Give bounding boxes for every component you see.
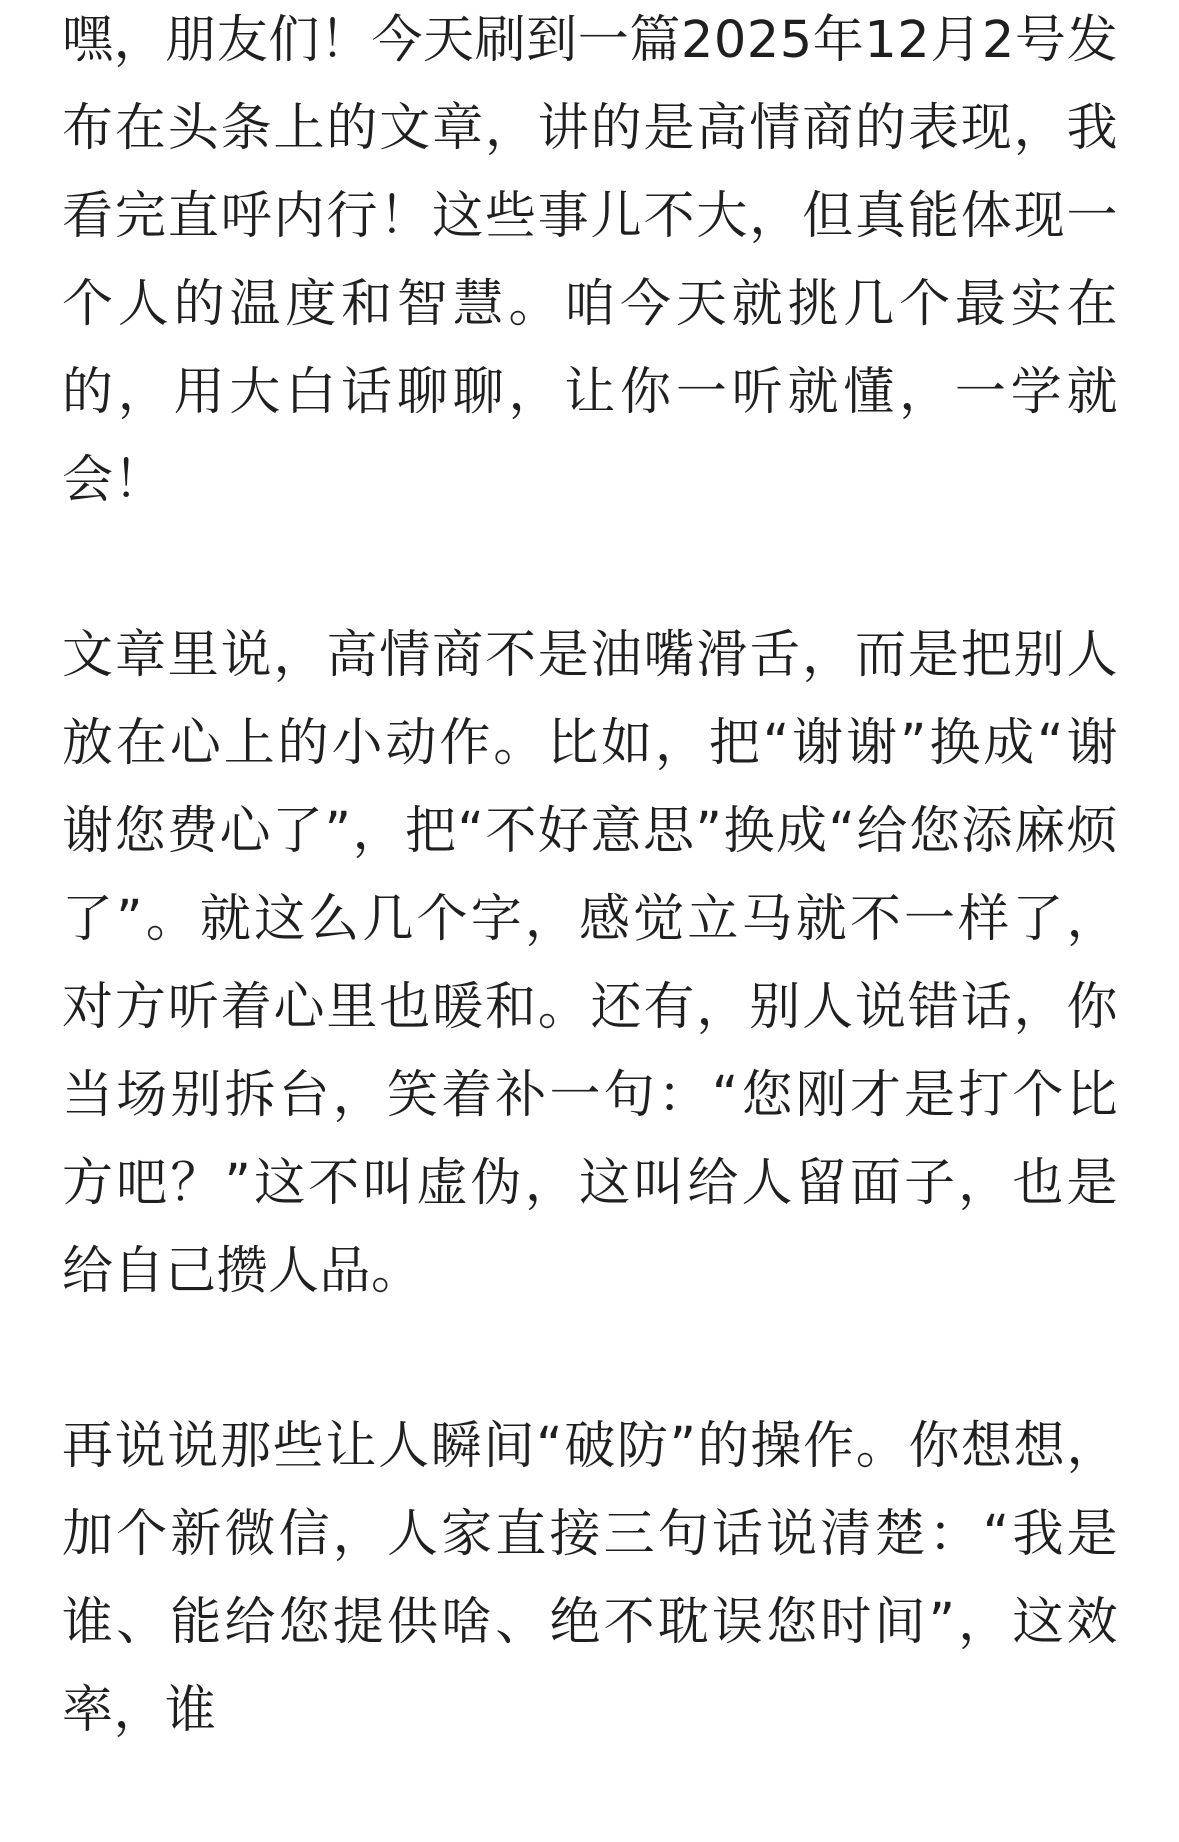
article-body <box>62 0 1118 1842</box>
article-paragraph-1: 嘿，朋友们！今天刷到一篇2025年12月2号发布在头条上的文章，讲的是高情商的表现，我看完直呼内行！这些事儿不大，但真能体现一个人的温度和智慧。咱今天就挑几个最实在的，用大白话聊聊，让你一听就懂，一学就会！ <box>62 11 1118 510</box>
article-paragraph-2: 文章里说，高情商不是油嘴滑舌，而是把别人放在心上的小动作。比如，把“谢谢”换成“谢谢您费心了”，把“不好意思”换成“给您添麻烦了”。就这么几个字，感觉立马就不一样了，对方听着心里也暖和。还有，别人说错话，你当场别拆台，笑着补一句：“您刚才是打个比方吧？”这不叫虚伪，这叫给人留面子，也是给自己攒人品。 <box>62 626 1118 1301</box>
article-paragraph-3: 再说说那些让人瞬间“破防”的操作。你想想，加个新微信，人家直接三句话说清楚：“我是谁、能给您提供啥、绝不耽误您时间”，这效率，谁 <box>62 1417 1118 1740</box>
